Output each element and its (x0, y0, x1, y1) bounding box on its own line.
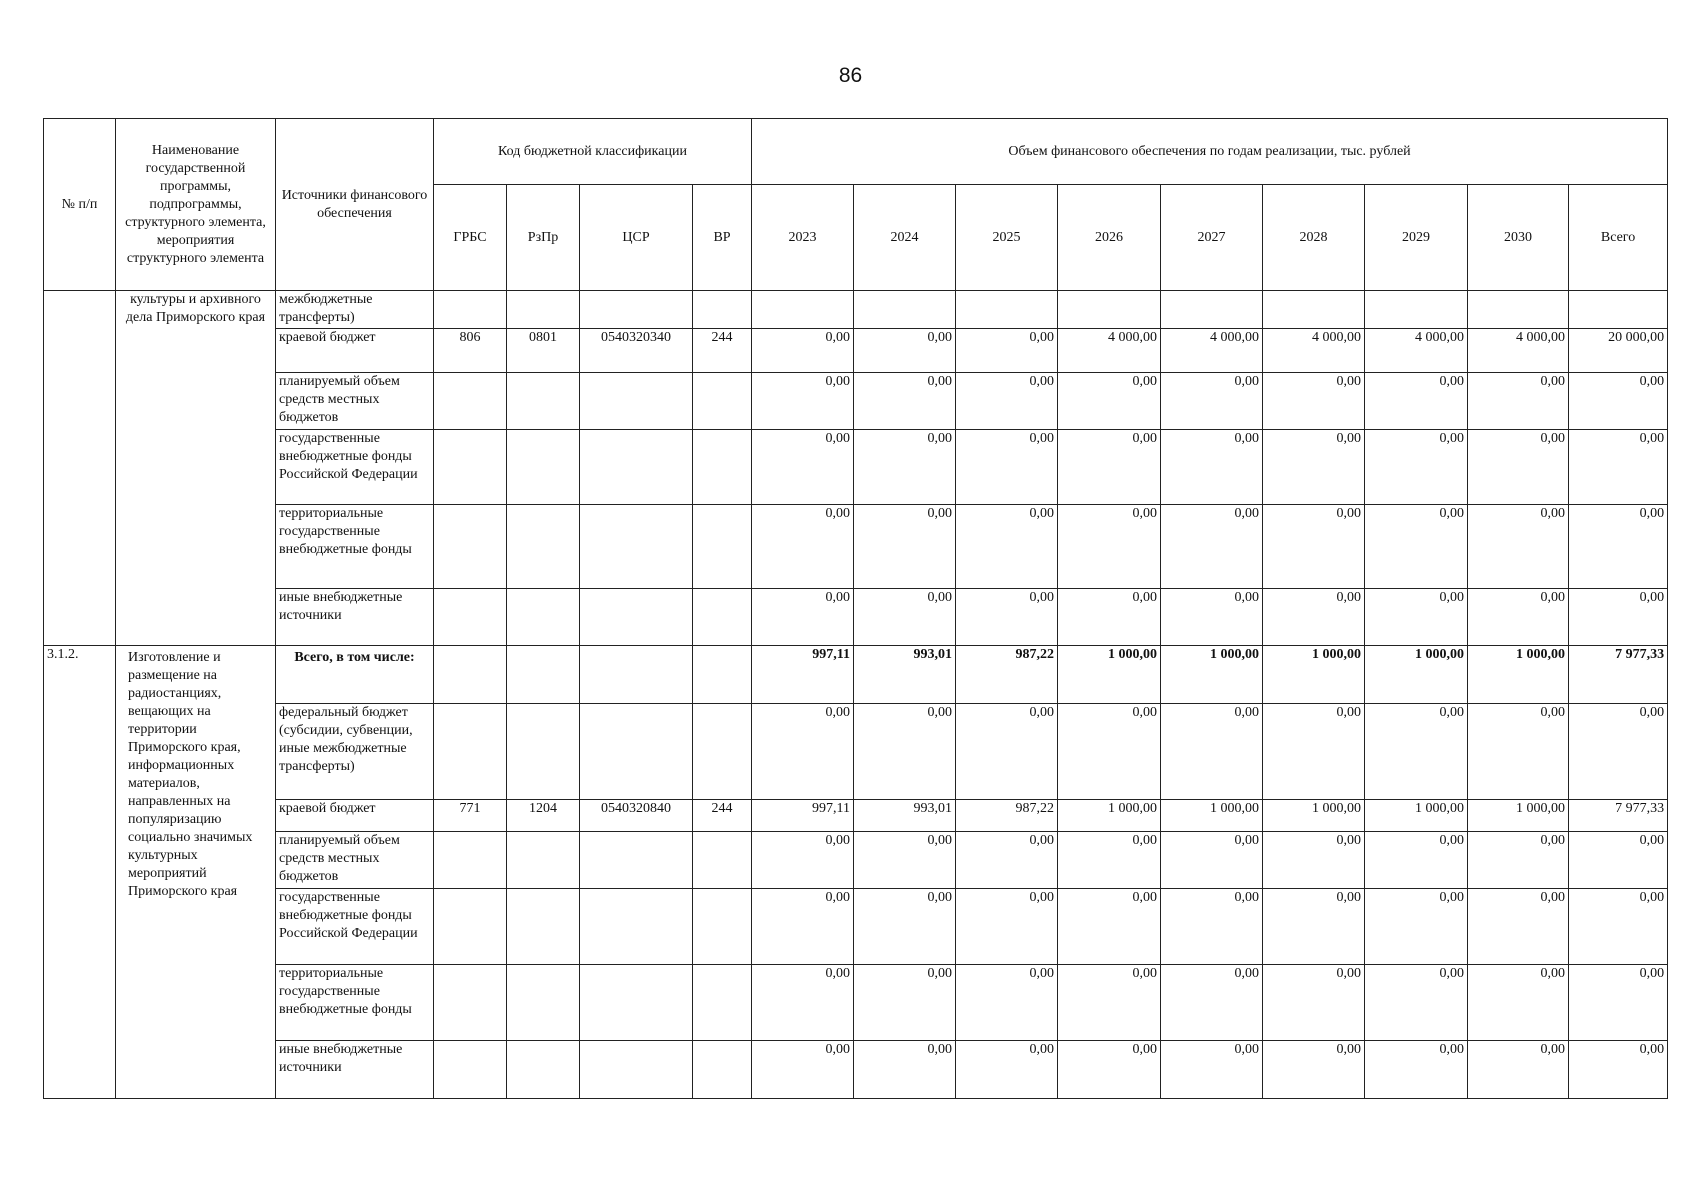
value-2027: 0,00 (1161, 373, 1263, 430)
table-row (44, 800, 1668, 832)
value-2023: 0,00 (752, 505, 854, 589)
code-vr (693, 589, 752, 646)
value-2026: 0,00 (1058, 965, 1161, 1041)
value-2023: 0,00 (752, 832, 854, 889)
value-2030: 0,00 (1468, 965, 1569, 1041)
header-funding-by-year: Объем финансового обеспечения по годам реализации, тыс. рублей (752, 119, 1668, 185)
value-2028: 0,00 (1263, 965, 1365, 1041)
code-vr (693, 291, 752, 329)
value-2027: 4 000,00 (1161, 329, 1263, 373)
value-2024: 993,01 (854, 800, 956, 832)
value-2028 (1263, 291, 1365, 329)
code-vr (693, 704, 752, 800)
value-2023: 0,00 (752, 889, 854, 965)
value-2023: 0,00 (752, 589, 854, 646)
value-2024: 0,00 (854, 505, 956, 589)
header-row-top (44, 119, 1668, 185)
value-2027: 0,00 (1161, 1041, 1263, 1099)
value-2028: 0,00 (1263, 704, 1365, 800)
value-total (1569, 291, 1668, 329)
value-2025: 987,22 (956, 800, 1058, 832)
header-year-2023: 2023 (752, 185, 854, 291)
value-2026: 0,00 (1058, 373, 1161, 430)
header-year-2027: 2027 (1161, 185, 1263, 291)
header-year-2025: 2025 (956, 185, 1058, 291)
value-total: 0,00 (1569, 889, 1668, 965)
value-2030: 1 000,00 (1468, 800, 1569, 832)
value-total: 0,00 (1569, 373, 1668, 430)
code-grbs: 771 (434, 800, 507, 832)
value-total: 0,00 (1569, 505, 1668, 589)
value-2027: 0,00 (1161, 505, 1263, 589)
value-2026: 0,00 (1058, 704, 1161, 800)
funding-source: государственные внебюджетные фонды Российской Федерации (276, 889, 434, 965)
table-row (44, 646, 1668, 704)
code-grbs (434, 1041, 507, 1099)
value-2025: 0,00 (956, 430, 1058, 505)
program-name: Изготовление и размещение на радиостанциях, вещающих на территории Приморского края, информационных материалов, направленных на популяризацию социально значимых культурных мероприятий Приморского края (116, 646, 276, 1099)
code-vr (693, 646, 752, 704)
value-2023: 0,00 (752, 1041, 854, 1099)
table-row (44, 589, 1668, 646)
code-grbs: 806 (434, 329, 507, 373)
value-2029: 0,00 (1365, 965, 1468, 1041)
code-vr: 244 (693, 329, 752, 373)
value-2023: 997,11 (752, 800, 854, 832)
value-total: 7 977,33 (1569, 800, 1668, 832)
code-vr (693, 430, 752, 505)
code-grbs (434, 832, 507, 889)
value-2025: 0,00 (956, 373, 1058, 430)
value-2029: 0,00 (1365, 505, 1468, 589)
value-2028: 0,00 (1263, 832, 1365, 889)
value-2028: 0,00 (1263, 430, 1365, 505)
value-2030 (1468, 291, 1569, 329)
code-grbs (434, 704, 507, 800)
value-total: 7 977,33 (1569, 646, 1668, 704)
table-row (44, 373, 1668, 430)
value-2024: 0,00 (854, 329, 956, 373)
code-rzpr (507, 889, 580, 965)
value-2027: 1 000,00 (1161, 646, 1263, 704)
value-2025: 0,00 (956, 965, 1058, 1041)
header-year-2028: 2028 (1263, 185, 1365, 291)
header-year-2024: 2024 (854, 185, 956, 291)
value-2025: 0,00 (956, 329, 1058, 373)
value-2024: 0,00 (854, 430, 956, 505)
value-2025: 0,00 (956, 589, 1058, 646)
value-2030: 0,00 (1468, 589, 1569, 646)
value-2028: 0,00 (1263, 589, 1365, 646)
value-2029: 0,00 (1365, 832, 1468, 889)
code-csr (580, 589, 693, 646)
header-program-name: Наименование государственной программы, подпрограммы, структурного элемента, мероприятия структурного элемента (116, 119, 276, 291)
value-2026: 0,00 (1058, 430, 1161, 505)
funding-source: иные внебюджетные источники (276, 589, 434, 646)
value-2029: 1 000,00 (1365, 800, 1468, 832)
value-2030: 0,00 (1468, 832, 1569, 889)
funding-source: краевой бюджет (276, 329, 434, 373)
value-2027: 0,00 (1161, 704, 1263, 800)
funding-source: Всего, в том числе: (276, 646, 434, 704)
table-row (44, 291, 1668, 329)
code-csr (580, 646, 693, 704)
table-row (44, 505, 1668, 589)
code-vr (693, 373, 752, 430)
code-grbs (434, 965, 507, 1041)
code-grbs (434, 646, 507, 704)
code-vr (693, 505, 752, 589)
header-vr: ВР (693, 185, 752, 291)
code-vr (693, 832, 752, 889)
value-2029: 0,00 (1365, 889, 1468, 965)
value-2023 (752, 291, 854, 329)
funding-source: федеральный бюджет (субсидии, субвенции, иные межбюджетные трансферты) (276, 704, 434, 800)
code-rzpr (507, 832, 580, 889)
value-2024: 993,01 (854, 646, 956, 704)
code-grbs (434, 889, 507, 965)
header-total: Всего (1569, 185, 1668, 291)
value-2026: 0,00 (1058, 505, 1161, 589)
program-name: культуры и архивного дела Приморского края (116, 291, 276, 646)
table-row (44, 889, 1668, 965)
code-grbs (434, 430, 507, 505)
code-grbs (434, 373, 507, 430)
header-csr: ЦСР (580, 185, 693, 291)
value-2029: 0,00 (1365, 373, 1468, 430)
funding-source: иные внебюджетные источники (276, 1041, 434, 1099)
value-2027 (1161, 291, 1263, 329)
table-row (44, 965, 1668, 1041)
value-2024: 0,00 (854, 373, 956, 430)
value-2029 (1365, 291, 1468, 329)
code-rzpr: 1204 (507, 800, 580, 832)
value-2026: 0,00 (1058, 589, 1161, 646)
value-2028: 1 000,00 (1263, 646, 1365, 704)
code-grbs (434, 291, 507, 329)
value-2027: 0,00 (1161, 832, 1263, 889)
code-rzpr (507, 704, 580, 800)
value-2025 (956, 291, 1058, 329)
code-rzpr (507, 505, 580, 589)
header-budget-codes: Код бюджетной классификации (434, 119, 752, 185)
value-2024: 0,00 (854, 832, 956, 889)
code-rzpr: 0801 (507, 329, 580, 373)
value-total: 0,00 (1569, 589, 1668, 646)
value-2026: 0,00 (1058, 1041, 1161, 1099)
funding-source: территориальные государственные внебюджетные фонды (276, 965, 434, 1041)
value-2023: 997,11 (752, 646, 854, 704)
value-total: 20 000,00 (1569, 329, 1668, 373)
value-2030: 1 000,00 (1468, 646, 1569, 704)
header-funding-source: Источники финансового обеспечения (276, 119, 434, 291)
funding-source: территориальные государственные внебюджетные фонды (276, 505, 434, 589)
code-csr (580, 889, 693, 965)
budget-table (43, 118, 1668, 1099)
code-vr (693, 965, 752, 1041)
code-csr (580, 505, 693, 589)
value-2030: 0,00 (1468, 889, 1569, 965)
code-grbs (434, 505, 507, 589)
value-2025: 0,00 (956, 505, 1058, 589)
value-2025: 0,00 (956, 1041, 1058, 1099)
value-total: 0,00 (1569, 832, 1668, 889)
value-2030: 0,00 (1468, 373, 1569, 430)
table-row (44, 704, 1668, 800)
code-vr (693, 889, 752, 965)
value-2024: 0,00 (854, 704, 956, 800)
value-2027: 0,00 (1161, 430, 1263, 505)
table-row (44, 1041, 1668, 1099)
code-grbs (434, 589, 507, 646)
code-csr (580, 704, 693, 800)
row-number: 3.1.2. (44, 646, 116, 1099)
value-2023: 0,00 (752, 704, 854, 800)
value-2027: 0,00 (1161, 589, 1263, 646)
value-total: 0,00 (1569, 1041, 1668, 1099)
value-2024: 0,00 (854, 965, 956, 1041)
funding-source: планируемый объем средств местных бюджетов (276, 373, 434, 430)
value-2023: 0,00 (752, 965, 854, 1041)
page-number: 86 (838, 64, 863, 87)
value-2027: 1 000,00 (1161, 800, 1263, 832)
header-year-2029: 2029 (1365, 185, 1468, 291)
funding-source: межбюджетные трансферты) (276, 291, 434, 329)
code-rzpr (507, 373, 580, 430)
value-2025: 987,22 (956, 646, 1058, 704)
value-2030: 4 000,00 (1468, 329, 1569, 373)
value-2030: 0,00 (1468, 505, 1569, 589)
code-csr: 0540320340 (580, 329, 693, 373)
code-rzpr (507, 1041, 580, 1099)
value-2030: 0,00 (1468, 430, 1569, 505)
value-2028: 4 000,00 (1263, 329, 1365, 373)
value-2026: 0,00 (1058, 889, 1161, 965)
table-row (44, 329, 1668, 373)
code-rzpr (507, 646, 580, 704)
value-2029: 0,00 (1365, 704, 1468, 800)
header-year-2026: 2026 (1058, 185, 1161, 291)
value-2029: 4 000,00 (1365, 329, 1468, 373)
value-2030: 0,00 (1468, 1041, 1569, 1099)
code-rzpr (507, 430, 580, 505)
value-2023: 0,00 (752, 373, 854, 430)
code-csr (580, 291, 693, 329)
value-2026: 0,00 (1058, 832, 1161, 889)
funding-source: государственные внебюджетные фонды Российской Федерации (276, 430, 434, 505)
code-csr: 0540320840 (580, 800, 693, 832)
table-row (44, 832, 1668, 889)
code-csr (580, 1041, 693, 1099)
value-2024 (854, 291, 956, 329)
value-2028: 0,00 (1263, 1041, 1365, 1099)
code-vr (693, 1041, 752, 1099)
value-2027: 0,00 (1161, 889, 1263, 965)
value-2029: 0,00 (1365, 1041, 1468, 1099)
value-2026 (1058, 291, 1161, 329)
value-2027: 0,00 (1161, 965, 1263, 1041)
value-total: 0,00 (1569, 704, 1668, 800)
value-2029: 1 000,00 (1365, 646, 1468, 704)
code-csr (580, 373, 693, 430)
row-number (44, 291, 116, 646)
value-2028: 0,00 (1263, 373, 1365, 430)
value-total: 0,00 (1569, 430, 1668, 505)
code-rzpr (507, 291, 580, 329)
table-body (44, 291, 1668, 1099)
value-2026: 4 000,00 (1058, 329, 1161, 373)
value-2026: 1 000,00 (1058, 646, 1161, 704)
header-number: № п/п (44, 119, 116, 291)
funding-source: планируемый объем средств местных бюджетов (276, 832, 434, 889)
table-row (44, 430, 1668, 505)
value-2028: 0,00 (1263, 505, 1365, 589)
value-2025: 0,00 (956, 832, 1058, 889)
header-grbs: ГРБС (434, 185, 507, 291)
header-year-2030: 2030 (1468, 185, 1569, 291)
code-rzpr (507, 965, 580, 1041)
value-2029: 0,00 (1365, 589, 1468, 646)
value-2028: 0,00 (1263, 889, 1365, 965)
value-2028: 1 000,00 (1263, 800, 1365, 832)
value-2024: 0,00 (854, 1041, 956, 1099)
table-header (44, 119, 1668, 291)
value-2026: 1 000,00 (1058, 800, 1161, 832)
value-2025: 0,00 (956, 704, 1058, 800)
code-vr: 244 (693, 800, 752, 832)
value-total: 0,00 (1569, 965, 1668, 1041)
value-2024: 0,00 (854, 589, 956, 646)
code-csr (580, 965, 693, 1041)
code-csr (580, 832, 693, 889)
header-rzpr: РзПр (507, 185, 580, 291)
code-rzpr (507, 589, 580, 646)
code-csr (580, 430, 693, 505)
value-2029: 0,00 (1365, 430, 1468, 505)
value-2023: 0,00 (752, 430, 854, 505)
value-2024: 0,00 (854, 889, 956, 965)
value-2023: 0,00 (752, 329, 854, 373)
funding-source: краевой бюджет (276, 800, 434, 832)
value-2030: 0,00 (1468, 704, 1569, 800)
value-2025: 0,00 (956, 889, 1058, 965)
